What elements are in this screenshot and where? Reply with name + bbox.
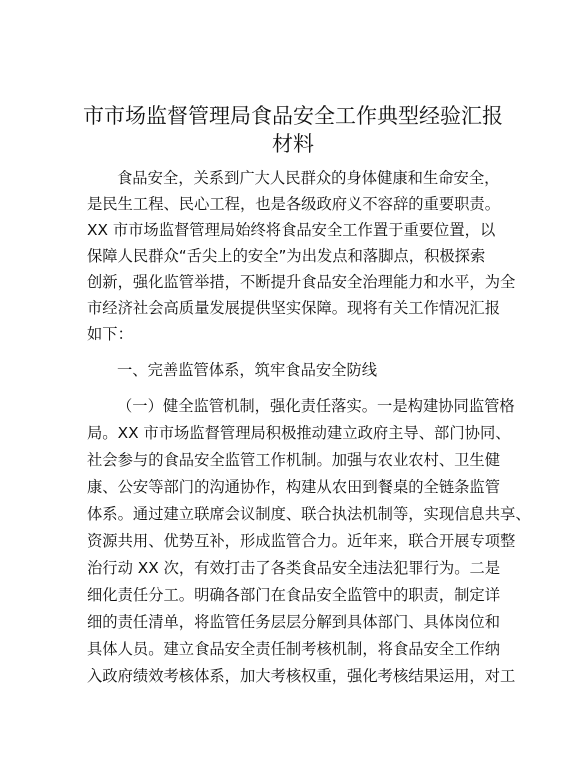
paragraph-line: 是民生工程、民心工程，也是各级政府义不容辞的重要职责。 (87, 195, 501, 213)
paragraph-line: XX 市市场监督管理局始终将食品安全工作置于重要位置，以 (87, 221, 496, 239)
paragraph-line: 创新，强化监管举措，不断提升食品安全治理能力和水平，为全 (87, 273, 516, 291)
paragraph-line: 体系。通过建立联席会议制度、联合执法机制等，实现信息共享、 (87, 505, 531, 523)
paragraph-line: 细的责任清单，将监管任务层层分解到具体部门、具体岗位和 (87, 613, 501, 631)
paragraph-line: 具体人员。建立食品安全责任制考核机制，将食品安全工作纳 (87, 640, 501, 658)
document-title-line-2: 材料 (272, 132, 314, 156)
paragraph-line: 细化责任分工。明确各部门在食品安全监管中的职责，制定详 (87, 586, 501, 604)
document-title-line-1: 市市场监督管理局食品安全工作典型经验汇报 (83, 104, 503, 128)
paragraph-line: 食品安全，关系到广大人民群众的身体健康和生命安全， (117, 169, 500, 187)
paragraph-line: 局。XX 市市场监督管理局积极推动建立政府主导、部门协同、 (87, 424, 511, 442)
paragraph-line: （一）健全监管机制，强化责任落实。一是构建协同监管格 (117, 397, 515, 415)
section-heading: 一、完善监管体系，筑牢食品安全防线 (117, 361, 378, 379)
paragraph-line: 入政府绩效考核体系，加大考核权重，强化考核结果运用，对工 (87, 667, 516, 685)
paragraph-line: 资源共用、优势互补，形成监管合力。近年来，联合开展专项整 (87, 532, 516, 550)
paragraph-line: 康、公安等部门的沟通协作，构建从农田到餐桌的全链条监管 (87, 478, 501, 496)
paragraph-line: 社会参与的食品安全监管工作机制。加强与农业农村、卫生健 (87, 451, 501, 469)
paragraph-line: 保障人民群众“舌尖上的安全”为出发点和落脚点，积极探索 (87, 247, 486, 265)
paragraph-line: 治行动 XX 次，有效打击了各类食品安全违法犯罪行为。二是 (87, 559, 501, 577)
paragraph-line: 如下： (87, 325, 133, 343)
paragraph-line: 市经济社会高质量发展提供坚实保障。现将有关工作情况汇报 (87, 299, 501, 317)
